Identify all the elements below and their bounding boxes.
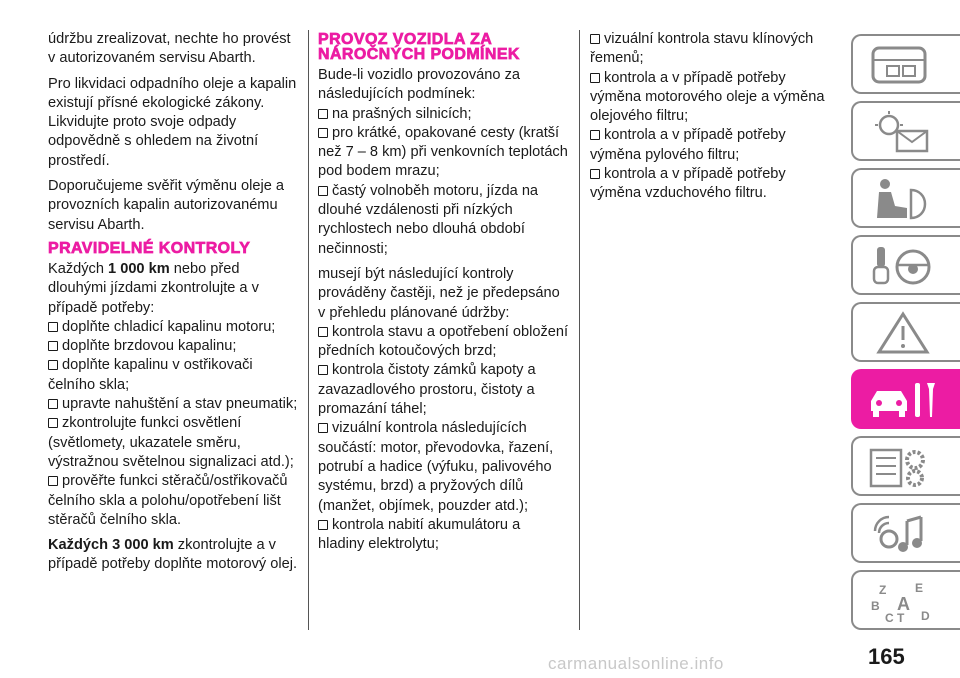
tab-multimedia[interactable] (851, 503, 960, 563)
svg-text:T: T (897, 611, 905, 624)
list-item: pro krátké, opakované cesty (kratší než 7 – 8 km) při venkovních teplotách pod bodem mrazu; (318, 124, 568, 180)
specs-gears-icon (863, 444, 943, 490)
conditions-intro: Bude-li vozidlo provozováno za následujících podmínek: na prašných silnicích; pro krátké, opakované cesty (kratší než 7 – 8 km) při venkovních teplotách pod bodem mrazu; častý volnoběh motoru, jízda na dlouhé vzdálenosti při nízkých rychlostech nebo dlouhá období nečinnosti; (318, 66, 570, 259)
tab-safety[interactable] (851, 168, 960, 228)
checkbox-bullet-icon (318, 423, 328, 433)
tab-maintenance[interactable] (851, 369, 960, 429)
list-item: kontrola čistoty zámků kapoty a zavazadlového prostoru, čistoty a promazání táhel; (318, 362, 536, 418)
checkbox-bullet-icon (318, 520, 328, 530)
warning-triangle-icon (863, 310, 943, 356)
intro-distance: 1 000 km (108, 260, 170, 277)
checkbox-bullet-icon (590, 73, 600, 83)
svg-text:D: D (921, 609, 930, 623)
list-item: kontrola nabití akumulátoru a hladiny elektrolytu; (318, 516, 521, 553)
intro-prefix: Každých (48, 260, 109, 277)
intro-rest: nebo před dlouhými jízdami zkontrolujte a v případě potřeby: (48, 260, 259, 316)
oil-check-paragraph (48, 536, 300, 575)
checkbox-bullet-icon (318, 186, 328, 196)
key-steering-icon (863, 243, 943, 289)
list-item: vizuální kontrola následujících součástí: motor, převodovka, řazení, potrubí a hadice (výfuku, palivového systému, brzd) a pryžových dílů (manžet, objímek, pouzder atd.); (318, 420, 554, 514)
car-maintenance-icon (863, 377, 943, 423)
tab-dashboard[interactable] (851, 34, 960, 94)
checks-continued (590, 30, 840, 204)
checks-frequency-paragraph: musejí být následující kontroly prováděny častěji, než je předepsáno v přehledu plánované údržby: kontrola stavu a opotřebení obložení předních kotoučových brzd; kontrola čistoty zámků kapoty a zavazadlového prostoru, čistoty a promazání táhel; vizuální kontrola následujících součástí: motor, převodovka, řazení, potrubí a hadice (výfuku, palivového systému, brzd) a pryžových dílů (manžet, objímek, pouzder atd.); kontrola nabití akumulátoru a hladiny elektrolytu; (318, 265, 570, 554)
paragraph-1: údržbu zrealizovat, nechte ho provést v autorizovaném servisu Abarth. (48, 31, 291, 67)
svg-text:Z: Z (879, 583, 887, 597)
multimedia-icon (863, 511, 943, 557)
checks-intro (48, 260, 300, 530)
checkbox-bullet-icon (48, 341, 58, 351)
list-item: upravte nahuštění a stav pneumatik; (48, 395, 300, 414)
page-number: 165 (868, 644, 905, 669)
lights-message-icon (863, 109, 943, 155)
list-item: doplňte chladicí kapalinu motoru; (48, 318, 300, 337)
tab-lights-messages[interactable] (851, 101, 960, 161)
checkbox-bullet-icon (318, 128, 328, 138)
svg-text:C: C (885, 611, 894, 624)
column-1 (48, 30, 300, 581)
checkbox-bullet-icon (48, 476, 58, 486)
checkbox-bullet-icon (48, 360, 58, 370)
checkbox-bullet-icon (48, 399, 58, 409)
list-item: doplňte kapalinu v ostřikovači čelního skla; (48, 357, 253, 393)
alphabetical-index-icon (863, 578, 943, 624)
checkbox-bullet-icon (590, 130, 600, 140)
oil-check-distance: Každých 3 000 km (48, 537, 174, 554)
watermark: carmanualsonline.info (548, 654, 724, 673)
column-3 (590, 30, 840, 210)
list-item: kontrola a v případě potřeby výměna motorového oleje a výměna olejového filtru; (590, 69, 825, 125)
svg-text:B: B (871, 599, 880, 613)
section-heading-regular-checks: PRAVIDELNÉ KONTROLY (48, 239, 251, 257)
list-item: kontrola a v případě potřeby výměna vzduchového filtru. (590, 166, 786, 202)
svg-text:E: E (915, 581, 924, 595)
tab-starting-driving[interactable] (851, 235, 960, 295)
column-divider (579, 30, 580, 630)
tab-index[interactable] (851, 570, 960, 630)
section-heading-severe-conditions: PROVOZ VOZIDLA ZA NÁROČNÝCH PODMÍNEK (318, 31, 520, 63)
seat-safety-icon (863, 176, 943, 222)
list-item: vizuální kontrola stavu klínových řemenů; (590, 31, 814, 67)
column-divider (308, 30, 309, 630)
dashboard-icon (863, 42, 943, 88)
checkbox-bullet-icon (318, 109, 328, 119)
svg-text:A: A (897, 594, 910, 614)
checkbox-bullet-icon (590, 34, 600, 44)
paragraph-2: Pro likvidaci odpadního oleje a kapalin existují přísné ekologické zákony. Likvidujte proto svoje odpady odpovědně s ohledem na životní prostředí. (48, 75, 297, 169)
list-item: kontrola stavu a opotřebení obložení předních kotoučových brzd; (318, 323, 569, 360)
tab-emergency[interactable] (851, 302, 960, 362)
list-item: kontrola a v případě potřeby výměna pylového filtru; (590, 127, 786, 163)
checkbox-bullet-icon (48, 418, 58, 428)
column-2 (318, 30, 570, 560)
list-item: na prašných silnicích; (318, 105, 570, 124)
paragraph-3: Doporučujeme svěřit výměnu oleje a provozních kapalin autorizovanému servisu Abarth. (48, 178, 285, 233)
oil-check-rest: zkontrolujte a v případě potřeby doplňte motorový olej. (48, 537, 298, 573)
list-item: prověřte funkci stěračů/ostřikovačů čelního skla a polohu/opotřebení lišt stěračů čelního skla. (48, 473, 288, 528)
tab-technical-data[interactable] (851, 436, 960, 496)
list-item: doplňte brzdovou kapalinu; (48, 337, 300, 356)
list-item: častý volnoběh motoru, jízda na dlouhé vzdálenosti při nízkých rychlostech nebo dlouhá období nečinnosti; (318, 182, 539, 257)
checkbox-bullet-icon (590, 169, 600, 179)
checkbox-bullet-icon (48, 322, 58, 332)
list-item: zkontrolujte funkci osvětlení (světlomety, ukazatele směru, výstražnou světelnou signalizaci atd.); (48, 415, 294, 470)
checkbox-bullet-icon (318, 365, 328, 375)
checkbox-bullet-icon (318, 327, 328, 337)
